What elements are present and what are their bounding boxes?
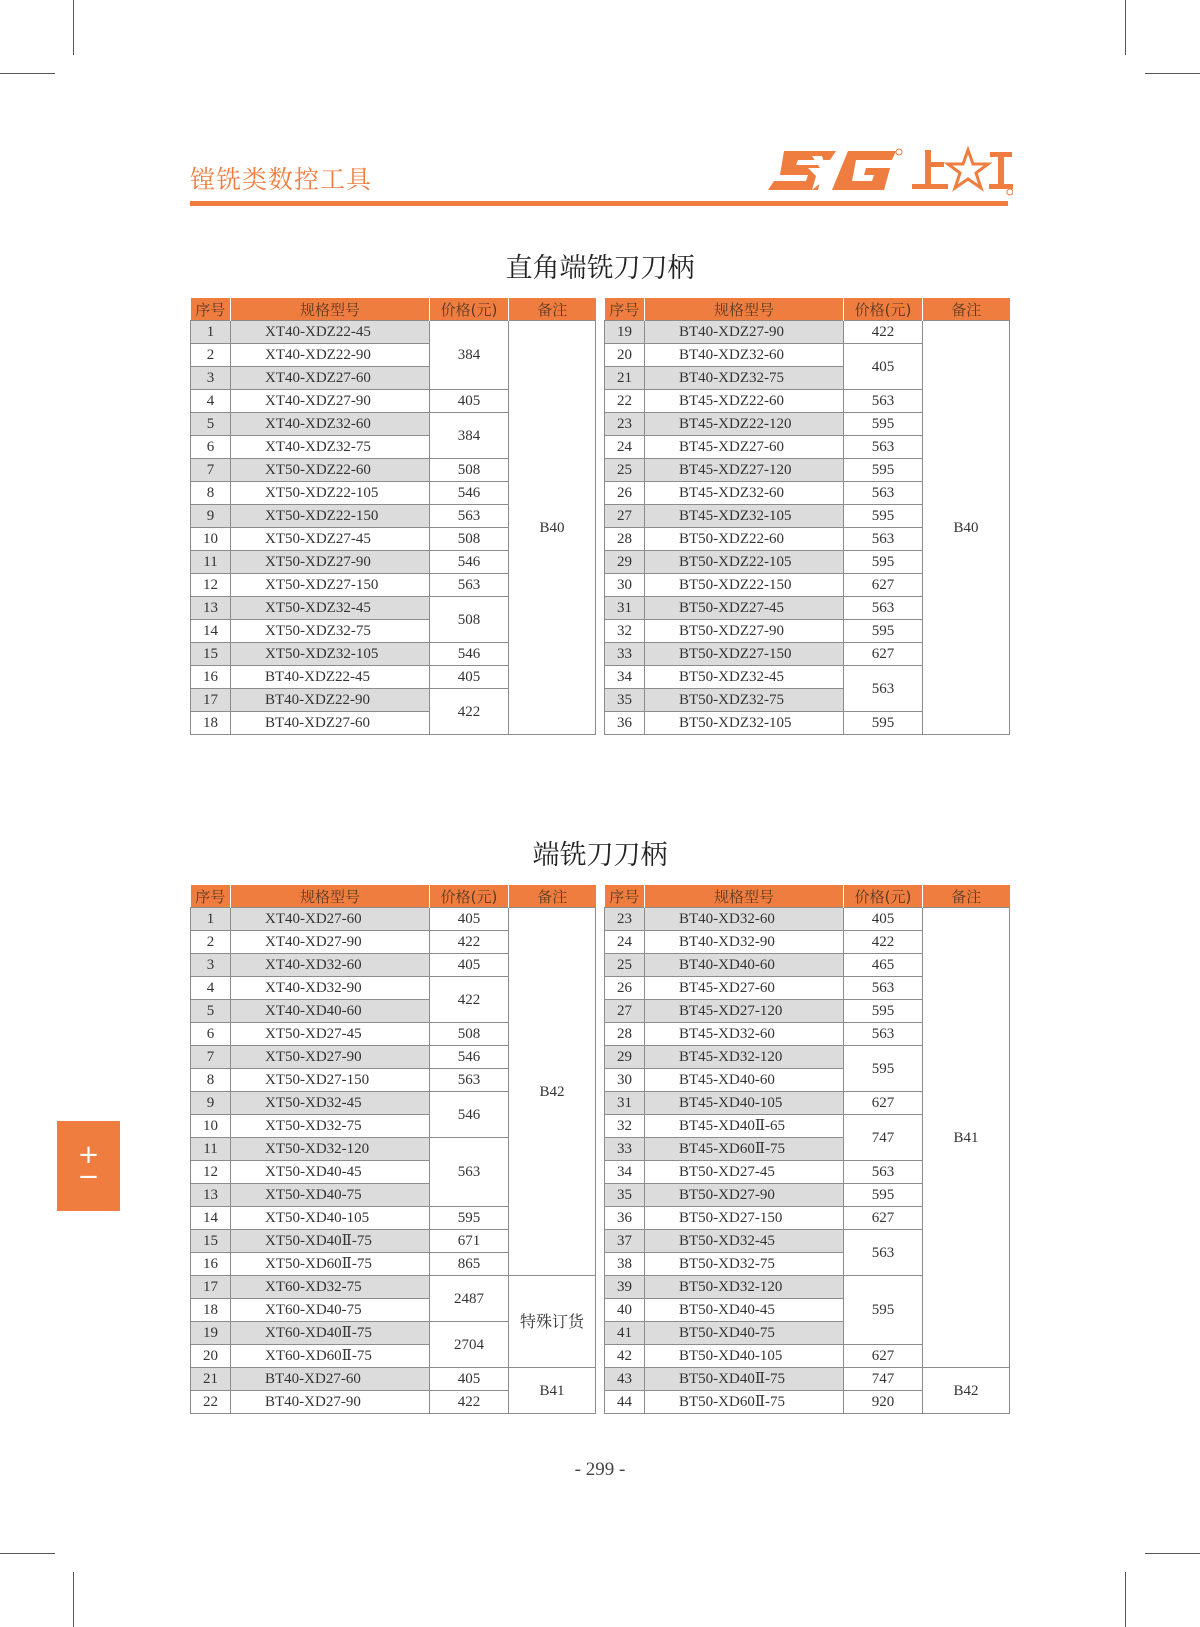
row-index: 19	[605, 321, 645, 344]
row-model: XT50-XDZ32-75	[231, 620, 430, 643]
row-index: 34	[605, 666, 645, 689]
row-index: 15	[191, 1230, 231, 1253]
row-price: 627	[844, 574, 923, 597]
row-index: 17	[191, 1276, 231, 1299]
row-model: BT50-XDZ27-150	[645, 643, 844, 666]
row-model: XT50-XDZ22-60	[231, 459, 430, 482]
row-model: BT40-XD27-90	[231, 1391, 430, 1414]
row-index: 9	[191, 505, 231, 528]
row-price: 595	[844, 551, 923, 574]
row-index: 13	[191, 597, 231, 620]
row-note: 特殊订货	[509, 1276, 596, 1368]
row-index: 12	[191, 574, 231, 597]
row-index: 6	[191, 436, 231, 459]
row-price: 563	[844, 1023, 923, 1046]
row-model: XT40-XD32-90	[231, 977, 430, 1000]
row-index: 29	[605, 1046, 645, 1069]
row-price: 2487	[430, 1276, 509, 1322]
row-index: 39	[605, 1276, 645, 1299]
row-price: 405	[430, 954, 509, 977]
row-model: BT40-XDZ32-75	[645, 367, 844, 390]
row-index: 44	[605, 1391, 645, 1414]
crop-mark	[1145, 1553, 1200, 1554]
row-index: 16	[191, 1253, 231, 1276]
row-model: XT50-XD40-105	[231, 1207, 430, 1230]
row-price: 595	[844, 712, 923, 735]
header-title: 镗铣类数控工具	[190, 165, 373, 194]
row-index: 32	[605, 1115, 645, 1138]
row-price: 546	[430, 1046, 509, 1069]
row-model: BT45-XD32-60	[645, 1023, 844, 1046]
row-index: 42	[605, 1345, 645, 1368]
row-model: BT50-XDZ27-45	[645, 597, 844, 620]
row-model: XT40-XDZ27-90	[231, 390, 430, 413]
crop-mark	[1125, 1572, 1126, 1627]
row-index: 1	[191, 321, 231, 344]
row-price: 508	[430, 1023, 509, 1046]
table-row	[605, 321, 1010, 344]
row-price: 595	[844, 1276, 923, 1345]
row-model: BT50-XD27-150	[645, 1207, 844, 1230]
row-price: 595	[844, 413, 923, 436]
header-rule	[190, 201, 1008, 206]
crop-mark	[1125, 0, 1126, 55]
row-index: 7	[191, 1046, 231, 1069]
row-price: 508	[430, 459, 509, 482]
row-model: BT45-XD60Ⅱ-75	[645, 1138, 844, 1161]
row-index: 20	[605, 344, 645, 367]
row-model: BT40-XDZ22-45	[231, 666, 430, 689]
col-header-note: 备注	[509, 298, 596, 321]
row-price: 671	[430, 1230, 509, 1253]
row-price: 546	[430, 643, 509, 666]
row-model: XT50-XD40-75	[231, 1184, 430, 1207]
row-index: 31	[605, 1092, 645, 1115]
row-model: BT40-XD32-90	[645, 931, 844, 954]
row-index: 22	[605, 390, 645, 413]
row-model: BT50-XD32-45	[645, 1230, 844, 1253]
row-index: 19	[191, 1322, 231, 1345]
row-model: BT45-XD32-120	[645, 1046, 844, 1069]
row-model: BT45-XD27-120	[645, 1000, 844, 1023]
row-model: BT45-XD40-60	[645, 1069, 844, 1092]
row-model: XT60-XD40-75	[231, 1299, 430, 1322]
row-model: XT50-XD40-45	[231, 1161, 430, 1184]
row-index: 9	[191, 1092, 231, 1115]
crop-mark	[73, 1572, 74, 1627]
row-price: 546	[430, 1092, 509, 1138]
col-header-price: 价格(元)	[844, 298, 923, 321]
row-price: 563	[844, 482, 923, 505]
row-price: 563	[844, 666, 923, 712]
row-index: 33	[605, 643, 645, 666]
row-price: 422	[430, 977, 509, 1023]
row-model: XT50-XD27-90	[231, 1046, 430, 1069]
row-price: 563	[844, 528, 923, 551]
row-index: 36	[605, 1207, 645, 1230]
row-price: 422	[430, 1391, 509, 1414]
section-title: 直角端铣刀刀柄	[505, 253, 695, 284]
row-index: 6	[191, 1023, 231, 1046]
row-model: BT50-XD40Ⅱ-75	[645, 1368, 844, 1391]
row-price: 563	[844, 390, 923, 413]
col-header-note: 备注	[923, 885, 1010, 908]
row-model: XT60-XD32-75	[231, 1276, 430, 1299]
row-index: 34	[605, 1161, 645, 1184]
row-price: 405	[430, 908, 509, 931]
row-model: XT50-XD32-75	[231, 1115, 430, 1138]
row-model: XT50-XDZ32-105	[231, 643, 430, 666]
row-index: 37	[605, 1230, 645, 1253]
row-price: 595	[844, 459, 923, 482]
row-model: BT50-XDZ22-60	[645, 528, 844, 551]
row-index: 28	[605, 528, 645, 551]
row-index: 33	[605, 1138, 645, 1161]
row-index: 23	[605, 908, 645, 931]
row-model: BT50-XD32-120	[645, 1276, 844, 1299]
plus-icon: +	[77, 1140, 100, 1170]
row-model: BT40-XD40-60	[645, 954, 844, 977]
row-index: 40	[605, 1299, 645, 1322]
price-table	[190, 298, 596, 735]
row-price: 627	[844, 1345, 923, 1368]
brand-logo	[768, 146, 1013, 196]
row-price: 405	[430, 1368, 509, 1391]
row-model: BT50-XD27-90	[645, 1184, 844, 1207]
table-row	[605, 908, 1010, 931]
price-table	[604, 885, 1010, 1414]
row-model: XT40-XD27-60	[231, 908, 430, 931]
row-model: XT50-XD40Ⅱ-75	[231, 1230, 430, 1253]
row-index: 24	[605, 436, 645, 459]
row-model: BT45-XDZ27-120	[645, 459, 844, 482]
row-index: 26	[605, 482, 645, 505]
row-price: 563	[430, 574, 509, 597]
row-note: B41	[509, 1368, 596, 1414]
row-model: BT45-XDZ32-105	[645, 505, 844, 528]
row-price: 384	[430, 413, 509, 459]
price-table	[604, 298, 1010, 735]
row-index: 3	[191, 367, 231, 390]
row-index: 5	[191, 413, 231, 436]
row-model: XT50-XD27-150	[231, 1069, 430, 1092]
row-model: BT40-XDZ27-90	[645, 321, 844, 344]
row-index: 17	[191, 689, 231, 712]
row-model: XT50-XD60Ⅱ-75	[231, 1253, 430, 1276]
row-model: BT45-XD27-60	[645, 977, 844, 1000]
row-index: 21	[191, 1368, 231, 1391]
row-price: 422	[430, 931, 509, 954]
col-header-model: 规格型号	[231, 298, 430, 321]
col-header-price: 价格(元)	[844, 885, 923, 908]
row-model: BT40-XDZ27-60	[231, 712, 430, 735]
table-row	[605, 1368, 1010, 1391]
row-model: BT40-XD32-60	[645, 908, 844, 931]
row-price: 563	[844, 977, 923, 1000]
row-model: XT50-XD32-120	[231, 1138, 430, 1161]
row-model: BT50-XDZ32-105	[645, 712, 844, 735]
row-index: 24	[605, 931, 645, 954]
price-table	[190, 885, 596, 1414]
row-price: 384	[430, 321, 509, 390]
row-index: 8	[191, 482, 231, 505]
row-model: XT40-XDZ32-60	[231, 413, 430, 436]
col-header-note: 备注	[509, 885, 596, 908]
row-model: BT45-XDZ22-60	[645, 390, 844, 413]
row-model: XT60-XD60Ⅱ-75	[231, 1345, 430, 1368]
col-header-price: 价格(元)	[430, 885, 509, 908]
row-price: 595	[430, 1207, 509, 1230]
row-index: 5	[191, 1000, 231, 1023]
row-price: 563	[430, 505, 509, 528]
row-index: 27	[605, 505, 645, 528]
col-header-model: 规格型号	[645, 298, 844, 321]
row-price: 405	[430, 666, 509, 689]
row-model: XT50-XD27-45	[231, 1023, 430, 1046]
page-number: - 299 -	[574, 1459, 626, 1480]
row-index: 28	[605, 1023, 645, 1046]
row-model: BT50-XD60Ⅱ-75	[645, 1391, 844, 1414]
row-price: 595	[844, 1000, 923, 1023]
section-title: 端铣刀刀柄	[532, 840, 668, 871]
row-index: 32	[605, 620, 645, 643]
row-price: 595	[844, 1046, 923, 1092]
row-price: 508	[430, 528, 509, 551]
col-header-price: 价格(元)	[430, 298, 509, 321]
col-header-index: 序号	[191, 298, 231, 321]
row-price: 920	[844, 1391, 923, 1414]
row-index: 1	[191, 908, 231, 931]
row-index: 10	[191, 528, 231, 551]
row-price: 563	[430, 1138, 509, 1207]
row-index: 23	[605, 413, 645, 436]
row-model: BT50-XDZ32-45	[645, 666, 844, 689]
row-model: XT40-XD27-90	[231, 931, 430, 954]
row-model: BT50-XD40-45	[645, 1299, 844, 1322]
crop-mark	[0, 73, 55, 74]
row-index: 38	[605, 1253, 645, 1276]
row-index: 18	[191, 712, 231, 735]
row-model: BT40-XD27-60	[231, 1368, 430, 1391]
row-price: 865	[430, 1253, 509, 1276]
row-price: 2704	[430, 1322, 509, 1368]
row-index: 12	[191, 1161, 231, 1184]
row-model: BT45-XDZ27-60	[645, 436, 844, 459]
row-index: 29	[605, 551, 645, 574]
row-model: BT50-XDZ22-150	[645, 574, 844, 597]
row-model: BT40-XDZ32-60	[645, 344, 844, 367]
row-index: 13	[191, 1184, 231, 1207]
side-tab[interactable]	[57, 1121, 120, 1211]
row-model: BT50-XD32-75	[645, 1253, 844, 1276]
row-price: 546	[430, 551, 509, 574]
row-index: 11	[191, 551, 231, 574]
row-model: BT50-XDZ22-105	[645, 551, 844, 574]
row-price: 563	[844, 1161, 923, 1184]
col-header-index: 序号	[191, 885, 231, 908]
row-price: 563	[430, 1069, 509, 1092]
crop-mark	[0, 1553, 55, 1554]
row-price: 546	[430, 482, 509, 505]
row-price: 595	[844, 505, 923, 528]
col-header-model: 规格型号	[645, 885, 844, 908]
row-index: 26	[605, 977, 645, 1000]
row-price: 563	[844, 1230, 923, 1276]
row-price: 405	[430, 390, 509, 413]
row-index: 2	[191, 344, 231, 367]
row-price: 627	[844, 1092, 923, 1115]
row-note: B42	[923, 1368, 1010, 1414]
row-model: XT40-XD32-60	[231, 954, 430, 977]
row-model: BT50-XD27-45	[645, 1161, 844, 1184]
row-note: B41	[923, 908, 1010, 1368]
row-model: XT60-XD40Ⅱ-75	[231, 1322, 430, 1345]
col-header-index: 序号	[605, 298, 645, 321]
row-model: XT50-XD32-45	[231, 1092, 430, 1115]
table-row	[191, 321, 596, 344]
row-note: B40	[923, 321, 1010, 735]
row-index: 7	[191, 459, 231, 482]
row-note: B42	[509, 908, 596, 1276]
row-index: 30	[605, 1069, 645, 1092]
crop-mark	[1145, 73, 1200, 74]
row-price: 422	[430, 689, 509, 735]
row-price: 465	[844, 954, 923, 977]
row-index: 27	[605, 1000, 645, 1023]
row-index: 31	[605, 597, 645, 620]
row-index: 20	[191, 1345, 231, 1368]
row-index: 8	[191, 1069, 231, 1092]
row-index: 25	[605, 954, 645, 977]
row-model: XT50-XDZ27-150	[231, 574, 430, 597]
row-model: XT40-XD40-60	[231, 1000, 430, 1023]
row-price: 595	[844, 1184, 923, 1207]
row-index: 4	[191, 390, 231, 413]
table-row	[191, 1368, 596, 1391]
row-price: 627	[844, 643, 923, 666]
minus-icon: −	[77, 1162, 100, 1192]
row-index: 16	[191, 666, 231, 689]
row-price: 747	[844, 1115, 923, 1161]
row-index: 10	[191, 1115, 231, 1138]
row-index: 4	[191, 977, 231, 1000]
row-index: 25	[605, 459, 645, 482]
col-header-index: 序号	[605, 885, 645, 908]
row-price: 405	[844, 908, 923, 931]
row-index: 14	[191, 1207, 231, 1230]
row-index: 2	[191, 931, 231, 954]
row-note: B40	[509, 321, 596, 735]
row-model: XT40-XDZ22-90	[231, 344, 430, 367]
crop-mark	[73, 0, 74, 55]
row-price: 595	[844, 620, 923, 643]
col-header-note: 备注	[923, 298, 1010, 321]
row-price: 747	[844, 1368, 923, 1391]
row-index: 35	[605, 1184, 645, 1207]
row-model: XT40-XDZ22-45	[231, 321, 430, 344]
row-price: 563	[844, 597, 923, 620]
row-index: 21	[605, 367, 645, 390]
row-price: 405	[844, 344, 923, 390]
row-model: BT45-XDZ32-60	[645, 482, 844, 505]
row-price: 422	[844, 321, 923, 344]
row-model: BT50-XDZ27-90	[645, 620, 844, 643]
row-index: 41	[605, 1322, 645, 1345]
table-row	[191, 908, 596, 931]
row-index: 15	[191, 643, 231, 666]
row-index: 14	[191, 620, 231, 643]
row-model: BT45-XDZ22-120	[645, 413, 844, 436]
row-model: BT40-XDZ22-90	[231, 689, 430, 712]
row-model: BT45-XD40Ⅱ-65	[645, 1115, 844, 1138]
row-model: XT50-XDZ22-105	[231, 482, 430, 505]
table-row	[191, 1276, 596, 1299]
col-header-model: 规格型号	[231, 885, 430, 908]
row-index: 22	[191, 1391, 231, 1414]
row-index: 43	[605, 1368, 645, 1391]
row-model: XT40-XDZ32-75	[231, 436, 430, 459]
row-price: 422	[844, 931, 923, 954]
row-model: XT50-XDZ27-90	[231, 551, 430, 574]
row-index: 35	[605, 689, 645, 712]
row-model: XT50-XDZ32-45	[231, 597, 430, 620]
row-index: 3	[191, 954, 231, 977]
row-model: XT50-XDZ22-150	[231, 505, 430, 528]
row-model: XT50-XDZ27-45	[231, 528, 430, 551]
row-model: BT50-XD40-75	[645, 1322, 844, 1345]
row-model: BT45-XD40-105	[645, 1092, 844, 1115]
row-price: 627	[844, 1207, 923, 1230]
row-index: 30	[605, 574, 645, 597]
row-model: BT50-XD40-105	[645, 1345, 844, 1368]
row-price: 508	[430, 597, 509, 643]
row-index: 18	[191, 1299, 231, 1322]
row-model: XT40-XDZ27-60	[231, 367, 430, 390]
row-price: 563	[844, 436, 923, 459]
row-model: BT50-XDZ32-75	[645, 689, 844, 712]
row-index: 11	[191, 1138, 231, 1161]
row-index: 36	[605, 712, 645, 735]
